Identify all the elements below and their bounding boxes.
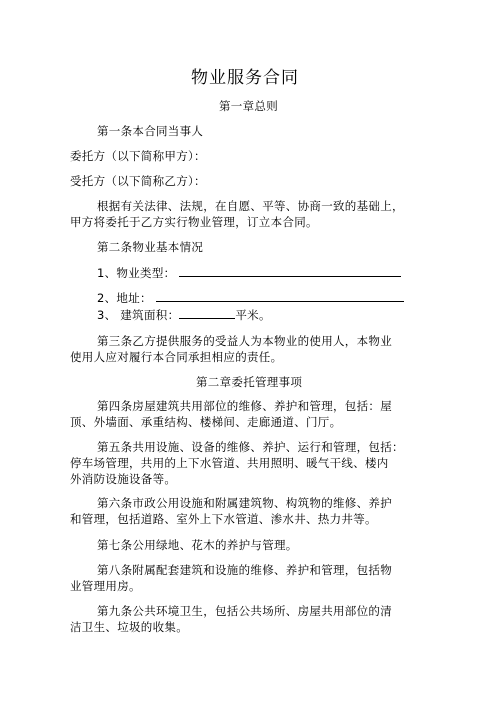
fill-blank (179, 306, 235, 319)
paragraph-line: 洁卫生、垃圾的收集。 (70, 620, 188, 634)
paragraph-line: 第六条市政公用设施和附属建筑物、构筑物的维修、养护 (97, 496, 392, 510)
paragraph-line: 第八条附属配套建筑和设施的维修、养护和管理，包括物 (97, 563, 392, 577)
party-a-line: 委托方（以下简称甲方）： (70, 149, 206, 163)
fill-blank (179, 264, 401, 277)
fill-blank (156, 289, 404, 302)
party-b-line: 受托方（以下简称乙方）： (70, 174, 206, 188)
paragraph-line: 顶、外墙面、承重结构、楼梯间、走廊通道、门厅。 (70, 415, 342, 429)
field-label: 3、 建筑面积： (97, 308, 180, 322)
chapter-heading: 第一章总则 (219, 99, 278, 113)
area-field (97, 306, 271, 323)
paragraph-line: 第九条公共环境卫生，包括公共场所、房屋共用部位的清 (97, 604, 392, 618)
paragraph-line: 停车场管理，共用的上下水管道、共用照明、暖气干线、楼内 (70, 456, 389, 470)
paragraph-line: 外消防设施设备等。 (70, 472, 177, 486)
paragraph-line: 第三条乙方提供服务的受益人为本物业的使用人，本物业 (97, 334, 392, 348)
paragraph-line: 和管理，包括道路、室外上下水管道、渗水井、热力井等。 (70, 512, 377, 526)
field-unit: 平米。 (235, 308, 271, 322)
paragraph-line: 业管理用房。 (70, 579, 141, 593)
document-title: 物业服务合同 (191, 68, 299, 88)
chapter-heading: 第二章委托管理事项 (196, 375, 303, 389)
field-label: 2、地址： (97, 291, 152, 305)
property-type-field (97, 264, 401, 281)
field-label: 1、物业类型： (97, 266, 176, 280)
paragraph-line: 根据有关法律、法规，在自愿、平等、协商一致的基础上， (97, 199, 404, 213)
article-heading: 第一条本合同当事人 (97, 124, 204, 138)
paragraph-line: 第七条公用绿地、花木的养护与管理。 (97, 538, 298, 552)
paragraph-line: 第五条共用设施、设备的维修、养护、运行和管理，包括： (97, 440, 404, 454)
paragraph-line: 甲方将委托于乙方实行物业管理，订立本合同。 (70, 215, 318, 229)
address-field (97, 289, 404, 306)
paragraph-line: 第四条房屋建筑共用部位的维修、养护和管理，包括：屋 (97, 399, 392, 413)
article-heading: 第二条物业基本情况 (97, 240, 204, 254)
paragraph-line: 使用人应对履行本合同承担相应的责任。 (70, 350, 283, 364)
